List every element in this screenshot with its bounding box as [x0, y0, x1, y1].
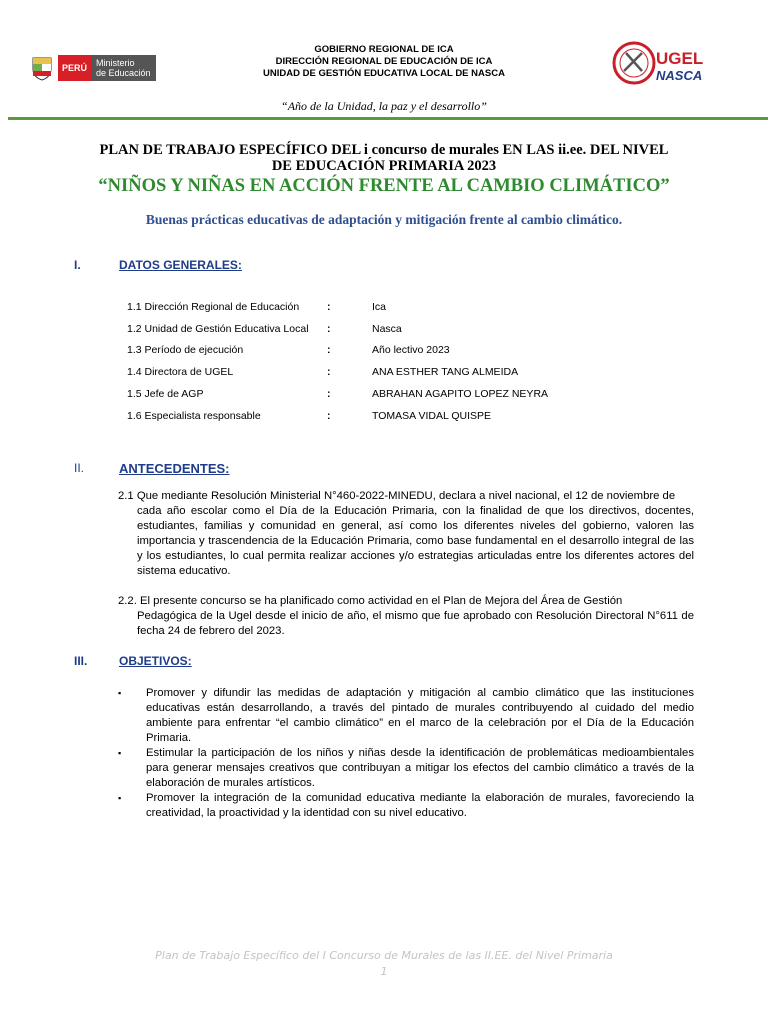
datos-colon: :	[327, 301, 331, 313]
objetivo-text: Estimular la participación de los niños y niñas desde la identificación de problemáticas medioambientales para generar mensajes creativos que contribuyan a mitigar los efectos del cambio climático a través de la elaboración de murales artísticos.	[146, 747, 694, 789]
datos-label: 1.2 Unidad de Gestión Educativa Local	[127, 323, 309, 335]
gov-line-3: UNIDAD DE GESTIÓN EDUCATIVA LOCAL DE NASCA	[263, 68, 505, 79]
datos-colon: :	[327, 366, 331, 378]
nasca-text: NASCA	[656, 68, 703, 83]
bullet-icon: ▪	[118, 748, 122, 758]
peru-coat-of-arms-icon	[30, 55, 54, 81]
datos-colon: :	[327, 344, 331, 356]
datos-row	[127, 410, 647, 426]
government-header	[200, 44, 568, 80]
header-divider	[8, 117, 768, 120]
page-number: 1	[380, 965, 388, 978]
datos-label: 1.4 Directora de UGEL	[127, 366, 234, 378]
page-footer	[0, 948, 768, 980]
list-item	[118, 791, 694, 821]
ministry-label	[91, 55, 156, 81]
footer-text: Plan de Trabajo Específico del I Concurso de Murales de las II.EE. del Nivel Primaria	[155, 949, 613, 962]
section-2-number: II.	[74, 461, 85, 475]
datos-colon: :	[327, 323, 331, 335]
objetivo-text: Promover la integración de la comunidad educativa mediante la elaboración de murales, favoreciendo la creatividad, la proactividad y la identidad con su nivel educativo.	[146, 792, 694, 819]
datos-value: ANA ESTHER TANG ALMEIDA	[372, 366, 519, 378]
datos-label: 1.3 Período de ejecución	[127, 344, 244, 356]
objetivo-text: Promover y difundir las medidas de adaptación y mitigación al cambio climático que las instituciones educativas están desarrollando, a través del pintado de murales contribuyendo al cuidado del medio ambiente para enfrentar “el cambio climático” en el marco de la celebración por el Día de la Educación Primaria.	[146, 687, 694, 744]
ugel-nasca-logo	[612, 38, 722, 88]
antecedente-paragraph-2	[118, 594, 694, 639]
section-2-title: ANTECEDENTES:	[119, 461, 230, 476]
title-line-1: PLAN DE TRABAJO ESPECÍFICO DEL i concurso de murales EN LAS ii.ee. DEL NIVEL	[99, 142, 669, 158]
peru-label: PERÚ	[58, 55, 91, 81]
datos-row	[127, 323, 647, 339]
section-1-title: DATOS GENERALES:	[119, 258, 242, 272]
ministry-logo	[30, 54, 156, 82]
datos-row	[127, 344, 647, 360]
datos-value: Nasca	[372, 323, 402, 335]
antecedente-2-first-line: 2.2. El presente concurso se ha planificado como actividad en el Plan de Mejora del Área de Gestión	[118, 595, 623, 607]
year-motto: “Año de la Unidad, la paz y el desarrollo”	[281, 99, 487, 113]
datos-colon: :	[327, 388, 331, 400]
datos-row	[127, 388, 647, 404]
document-title	[70, 142, 698, 174]
objetivos-list	[118, 686, 694, 821]
ugel-text: UGEL	[656, 49, 704, 68]
list-item	[118, 746, 694, 791]
datos-row	[127, 301, 647, 317]
document-tagline: Buenas prácticas educativas de adaptación y mitigación frente al cambio climático.	[145, 212, 623, 227]
datos-colon: :	[327, 410, 331, 422]
document-subtitle: “NIÑOS Y NIÑAS EN ACCIÓN FRENTE AL CAMBIO CLIMÁTICO”	[98, 176, 670, 196]
gov-line-2: DIRECCIÓN REGIONAL DE EDUCACIÓN DE ICA	[275, 56, 493, 67]
antecedente-1-first-line: 2.1 Que mediante Resolución Ministerial N°460-2022-MINEDU, declara a nivel nacional, el 12 de noviembre de	[118, 490, 676, 502]
datos-value: Ica	[372, 301, 387, 313]
datos-value: TOMASA VIDAL QUISPE	[372, 410, 492, 422]
antecedente-1-body: cada año escolar como el Día de la Educación Primaria, con la finalidad de que los directivos, docentes, estudiantes, familias y comunidad en general, así como los diferentes niveles del gobierno, valoren las importancia y trascendencia de la Educación Primaria, como base fundamental en el desarrollo integral de las y los estudiantes, lo cual permita realizar acciones y/o estrategias articuladas entre los diferentes actores del sistema educativo.	[137, 505, 694, 577]
antecedente-paragraph-1	[118, 489, 694, 579]
ministry-line-2: de Educación	[96, 68, 151, 78]
title-line-2: DE EDUCACIÓN PRIMARIA 2023	[271, 158, 497, 174]
datos-value: ABRAHAN AGAPITO LOPEZ NEYRA	[372, 388, 549, 400]
datos-label: 1.1 Dirección Regional de Educación	[127, 301, 300, 313]
antecedente-2-body: Pedagógica de la Ugel desde el inicio de año, el mismo que fue aprobado con Resolución Directoral N°611 de fecha 24 de febrero del 2023.	[137, 610, 694, 637]
datos-row	[127, 366, 647, 382]
datos-label: 1.6 Especialista responsable	[127, 410, 261, 422]
datos-label: 1.5 Jefe de AGP	[127, 388, 204, 400]
datos-value: Año lectivo 2023	[372, 344, 450, 356]
bullet-icon: ▪	[118, 793, 122, 803]
bullet-icon: ▪	[118, 688, 122, 698]
section-3-title: OBJETIVOS:	[119, 654, 192, 668]
gov-line-1: GOBIERNO REGIONAL DE ICA	[314, 44, 454, 55]
section-3-number: III.	[74, 654, 88, 668]
section-1-number: I.	[74, 258, 81, 272]
ministry-line-1: Ministerio	[96, 58, 135, 68]
list-item	[118, 686, 694, 746]
